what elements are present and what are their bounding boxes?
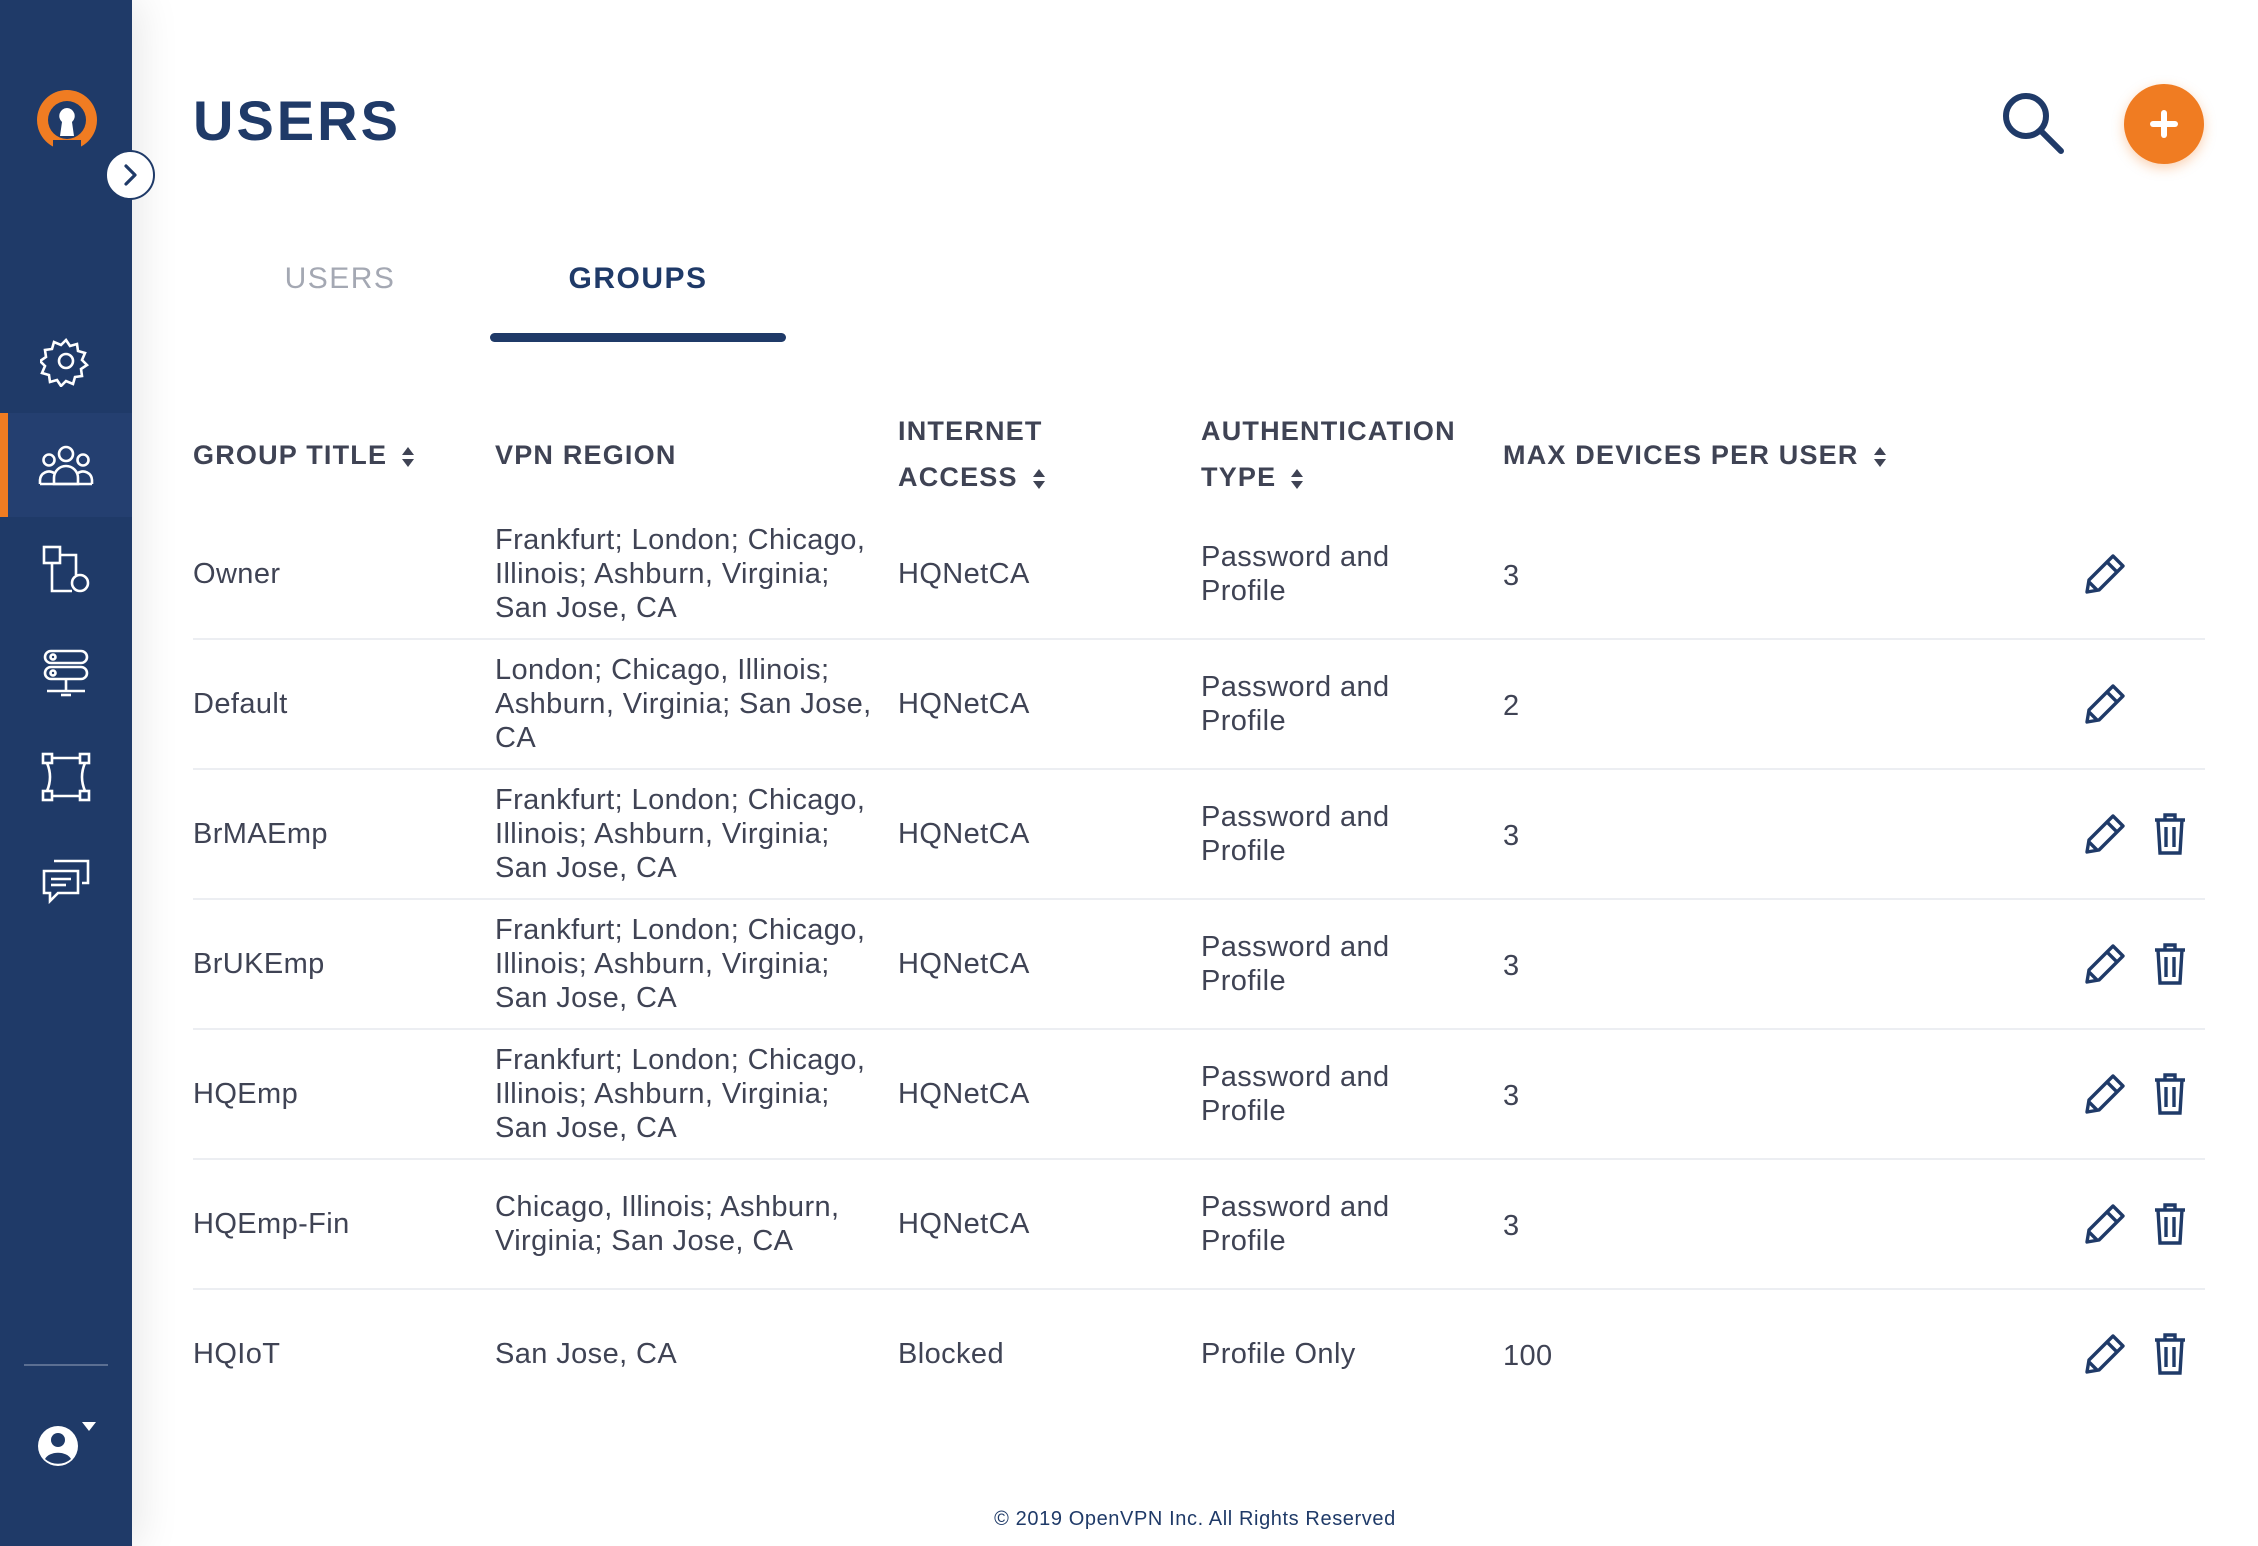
routing-icon — [40, 543, 92, 595]
trash-icon[interactable] — [2153, 1332, 2187, 1376]
internet-access-cell: Blocked — [898, 1338, 1004, 1370]
sidebar-item-messages[interactable] — [0, 829, 132, 933]
vpn-region-cell: London; Chicago, Illinois; Ashburn, Virginia; San Jose, CA — [495, 654, 872, 754]
column-header-label: MAX DEVICES PER USER — [1503, 440, 1859, 470]
chat-icon — [40, 857, 92, 905]
max-devices-cell: 3 — [1503, 820, 1520, 852]
column-header-label: TYPE — [1201, 462, 1277, 492]
chevron-right-icon — [120, 163, 140, 187]
column-header-label: AUTHENTICATION — [1201, 416, 1456, 446]
pencil-icon[interactable] — [2083, 552, 2127, 596]
internet-access-cell: HQNetCA — [898, 1078, 1030, 1110]
search-icon[interactable] — [1998, 88, 2068, 158]
network-icon — [40, 751, 92, 803]
vpn-region-cell: Frankfurt; London; Chicago, Illinois; Ashburn, Virginia; San Jose, CA — [495, 1044, 866, 1144]
trash-icon[interactable] — [2153, 812, 2187, 856]
sidebar-item-networks[interactable] — [0, 725, 132, 829]
column-header-internet-access[interactable] — [898, 408, 1046, 500]
group-title-cell: Default — [193, 688, 288, 720]
trash-icon[interactable] — [2153, 1072, 2187, 1116]
account-icon[interactable] — [36, 1416, 106, 1470]
pencil-icon[interactable] — [2083, 682, 2127, 726]
max-devices-cell: 2 — [1503, 690, 1520, 722]
table-row — [193, 1160, 2205, 1288]
openvpn-logo[interactable] — [33, 86, 101, 154]
auth-type-cell: Profile Only — [1201, 1338, 1356, 1370]
column-header-label: INTERNET — [898, 416, 1043, 446]
internet-access-cell: HQNetCA — [898, 688, 1030, 720]
server-icon — [41, 647, 91, 699]
max-devices-cell: 3 — [1503, 560, 1520, 592]
group-title-cell: BrUKEmp — [193, 948, 325, 980]
vpn-region-cell: Frankfurt; London; Chicago, Illinois; Ashburn, Virginia; San Jose, CA — [495, 914, 866, 1014]
group-title-cell: HQEmp — [193, 1078, 299, 1110]
table-row — [193, 1290, 2205, 1418]
pencil-icon[interactable] — [2083, 1332, 2127, 1376]
internet-access-cell: HQNetCA — [898, 818, 1030, 850]
footer-copyright: © 2019 OpenVPN Inc. All Rights Reserved — [994, 1508, 1396, 1530]
sidebar-item-servers[interactable] — [0, 621, 132, 725]
max-devices-cell: 3 — [1503, 950, 1520, 982]
sort-icon[interactable] — [1873, 445, 1887, 469]
auth-type-cell: Password and Profile — [1201, 931, 1390, 997]
table-row — [193, 1030, 2205, 1158]
table-row — [193, 510, 2205, 638]
users-icon — [38, 442, 94, 488]
table-row — [193, 640, 2205, 768]
active-tab-indicator — [490, 333, 786, 342]
pencil-icon[interactable] — [2083, 942, 2127, 986]
max-devices-cell: 3 — [1503, 1080, 1520, 1112]
vpn-region-cell: Frankfurt; London; Chicago, Illinois; Ashburn, Virginia; San Jose, CA — [495, 524, 866, 624]
internet-access-cell: HQNetCA — [898, 558, 1030, 590]
group-title-cell: HQEmp-Fin — [193, 1208, 350, 1240]
sidebar-collapse-button[interactable] — [105, 150, 155, 200]
internet-access-cell: HQNetCA — [898, 1208, 1030, 1240]
plus-icon — [2149, 109, 2179, 139]
sidebar-item-users[interactable] — [0, 413, 132, 517]
sidebar-item-settings[interactable] — [0, 309, 132, 413]
vpn-region-cell: Chicago, Illinois; Ashburn, Virginia; San Jose, CA — [495, 1191, 840, 1257]
add-group-button[interactable] — [2124, 84, 2204, 164]
pencil-icon[interactable] — [2083, 1072, 2127, 1116]
column-header-label: ACCESS — [898, 462, 1018, 492]
column-header-group-title[interactable] — [193, 432, 415, 478]
sidebar — [0, 0, 132, 1546]
column-header-label: GROUP TITLE — [193, 440, 388, 470]
max-devices-cell: 3 — [1503, 1210, 1520, 1242]
table-row — [193, 900, 2205, 1028]
pencil-icon[interactable] — [2083, 1202, 2127, 1246]
column-header-max-devices[interactable] — [1503, 432, 1887, 478]
trash-icon[interactable] — [2153, 942, 2187, 986]
gear-icon — [40, 335, 92, 387]
sidebar-divider — [24, 1364, 108, 1366]
page-title: USERS — [193, 89, 401, 152]
group-title-cell: HQIoT — [193, 1338, 281, 1370]
auth-type-cell: Password and Profile — [1201, 1191, 1390, 1257]
auth-type-cell: Password and Profile — [1201, 801, 1390, 867]
auth-type-cell: Password and Profile — [1201, 671, 1390, 737]
table-row — [193, 770, 2205, 898]
auth-type-cell: Password and Profile — [1201, 1061, 1390, 1127]
sort-icon[interactable] — [1032, 467, 1046, 491]
sidebar-item-routing[interactable] — [0, 517, 132, 621]
vpn-region-cell: San Jose, CA — [495, 1338, 678, 1370]
pencil-icon[interactable] — [2083, 812, 2127, 856]
tab-groups[interactable]: GROUPS — [568, 262, 708, 295]
auth-type-cell: Password and Profile — [1201, 541, 1390, 607]
group-title-cell: Owner — [193, 558, 281, 590]
sort-icon[interactable] — [401, 445, 415, 469]
max-devices-cell: 100 — [1503, 1340, 1553, 1372]
column-header-vpn-region: VPN REGION — [495, 440, 677, 470]
tab-users[interactable]: USERS — [284, 262, 396, 295]
trash-icon[interactable] — [2153, 1202, 2187, 1246]
sort-icon[interactable] — [1290, 467, 1304, 491]
group-title-cell: BrMAEmp — [193, 818, 328, 850]
internet-access-cell: HQNetCA — [898, 948, 1030, 980]
vpn-region-cell: Frankfurt; London; Chicago, Illinois; Ashburn, Virginia; San Jose, CA — [495, 784, 866, 884]
column-header-authentication-type[interactable] — [1201, 408, 1456, 500]
